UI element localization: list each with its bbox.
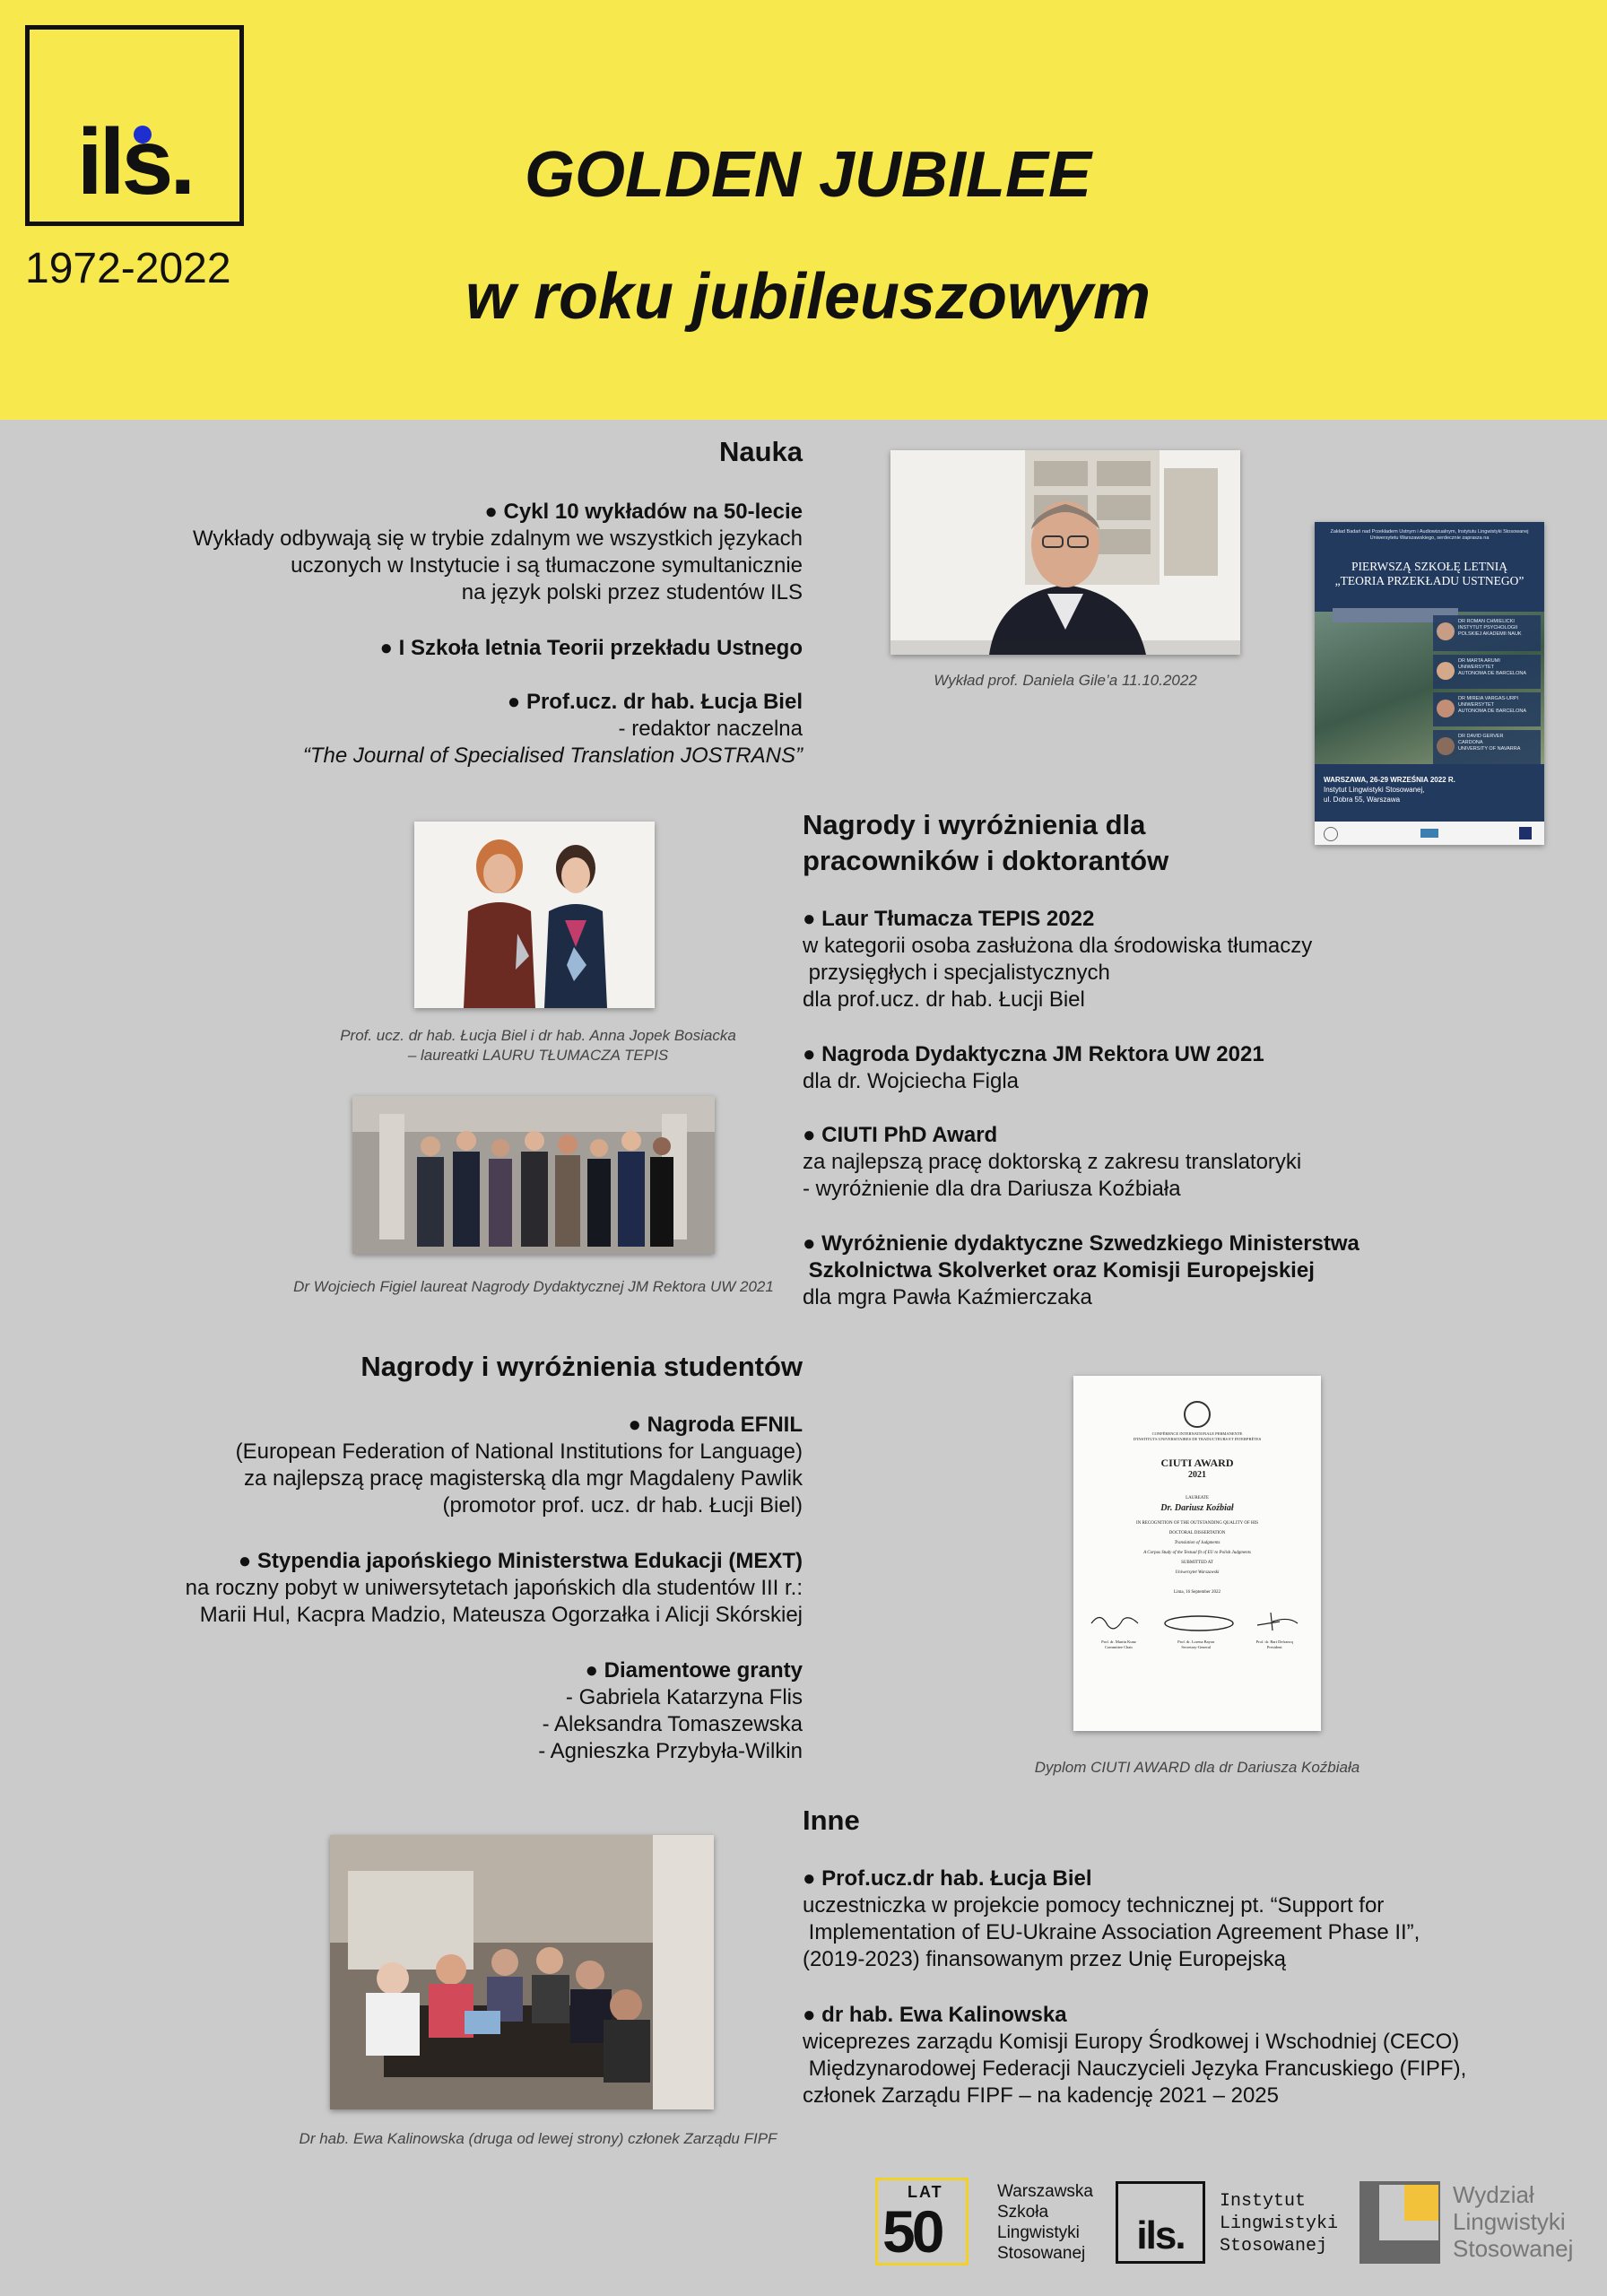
award-item-line: przysięgłych i specjalistycznych: [803, 961, 1110, 985]
poster-header-line: Zakład Badań nad Przekładem Ustnym i Audiowizualnym, Instytutu Lingwistyki Stosowanej: [1330, 529, 1529, 535]
award-item-line: - wyróżnienie dla dra Dariusza Koźbiała: [803, 1177, 1181, 1201]
logo-text-line: Lingwistyki: [1453, 2208, 1566, 2235]
nauka-item-summer-school: [90, 635, 803, 662]
wsl-logo-text: [997, 2181, 1093, 2264]
jubilee-years: 1972-2022: [25, 245, 231, 292]
diploma-body-line: A Corpus Study of the Textual fit of EU to Polish Judgments: [1143, 1551, 1251, 1555]
poster-logo-strip: [1315, 822, 1544, 845]
poster-speaker: [1433, 730, 1541, 764]
award-item-line: w kategorii osoba zasłużona dla środowiska tłumaczy: [803, 934, 1313, 958]
diploma-date: Lima, 16 September 2022: [1174, 1590, 1220, 1595]
speaker-line: DR ROMAN CHMIELICKI: [1458, 619, 1515, 624]
caption-ciuti: Dyplom CIUTI AWARD dla dr Dariusza Koźbiała: [1034, 1759, 1360, 1776]
poster-title-line: „TEORIA PRZEKŁADU USTNEGO”: [1334, 574, 1524, 587]
student-award-granty: [90, 1657, 803, 1765]
signer-role: Committee Chair: [1104, 1645, 1134, 1649]
diploma-year: 2021: [1188, 1470, 1206, 1480]
nauka-item-title: ● I Szkoła letnia Teorii przekładu Ustnego: [90, 635, 803, 662]
diploma-org-line: CONFÉRENCE INTERNATIONALE PERMANENTE: [1151, 1431, 1243, 1436]
award-item-title: Szkolnictwa Skolverket oraz Komisji Europejskiej: [803, 1258, 1315, 1283]
award-item-rektor: [803, 1041, 1520, 1095]
diploma-signers: [1073, 1639, 1321, 1650]
nauka-item-line: “The Journal of Specialised Translation JOSTRANS”: [302, 744, 803, 768]
logo-text-line: Lingwistyki: [997, 2223, 1080, 2242]
photo-kalinowska: [330, 1835, 714, 2109]
diploma-body-line: Translation of Judgments: [1174, 1541, 1220, 1545]
wsl-logo-number: 50: [882, 2198, 942, 2265]
nauka-item-line: Wykłady odbywają się w trybie zdalnym we wszystkich językach: [192, 526, 803, 551]
heading-line: Nagrody i wyróżnienia dla: [803, 809, 1146, 840]
poster-speaker: [1433, 655, 1541, 689]
speaker-line: AUTONOMA DE BARCELONA: [1458, 671, 1526, 676]
inne-item-title: ● dr hab. Ewa Kalinowska: [803, 2002, 1574, 2029]
speaker-line: UNIWERSYTET: [1458, 702, 1495, 708]
section-heading-nagrody-pracownicy: [803, 807, 1305, 879]
logo-text-line: Szkoła: [997, 2203, 1049, 2222]
diploma-body-line: IN RECOGNITION OF THE OUTSTANDING QUALITY OF HIS: [1135, 1521, 1259, 1526]
student-award-line: - Gabriela Katarzyna Flis: [565, 1685, 803, 1709]
ils-small-logo-icon: [1519, 827, 1532, 839]
uw-seal-icon: [1324, 827, 1338, 841]
logo-text-line: Instytut: [1220, 2191, 1307, 2212]
diploma-body: [1073, 1518, 1321, 1578]
student-award-title: ● Diamentowe granty: [90, 1657, 803, 1684]
photo-figiel-image: [352, 1096, 715, 1254]
student-award-efnil: [90, 1412, 803, 1519]
diploma-signatures-image: [1073, 1604, 1321, 1639]
award-item-line: dla dr. Wojciecha Figla: [803, 1069, 1020, 1093]
poster-address-line: Instytut Lingwistyki Stosowanej,: [1324, 786, 1425, 794]
wls-logo-cut: [1379, 2221, 1438, 2240]
photo-gile-lecture: [890, 450, 1240, 655]
student-award-title: ● Nagroda EFNIL: [90, 1412, 803, 1439]
nauka-item-line: uczonych w Instytucie i są tłumaczone symultanicznie: [291, 553, 803, 578]
heading-line: pracowników i doktorantów: [803, 845, 1169, 876]
photo-kalinowska-image: [330, 1835, 714, 2109]
ils-logo-text: [1220, 2190, 1338, 2257]
logo-text-line: Stosowanej: [1453, 2235, 1574, 2262]
signer-role: Secretary-General: [1181, 1645, 1212, 1649]
speaker-line: DR MIREIA VARGAS-URPI: [1458, 696, 1519, 701]
inne-item-biel: [803, 1866, 1556, 1973]
signer-name: Prof. dr. Martin Kunz: [1101, 1639, 1136, 1644]
page-subtitle: w roku jubileuszowym: [465, 261, 1151, 333]
logo-ils: [1116, 2181, 1339, 2267]
student-award-line: za najlepszą pracę magisterską dla mgr Magdaleny Pawlik: [244, 1466, 803, 1491]
speaker-line: CARDONA: [1458, 740, 1483, 745]
diploma-signer: [1177, 1639, 1214, 1650]
student-award-line: - Aleksandra Tomaszewska: [542, 1712, 803, 1736]
award-item-line: dla prof.ucz. dr hab. Łucji Biel: [803, 987, 1085, 1012]
caption-gile: Wykład prof. Daniela Gile’a 11.10.2022: [934, 672, 1197, 689]
poster-summer-school: [1315, 522, 1544, 845]
speaker-line: INSTYTUT PSYCHOLOGII: [1458, 625, 1518, 631]
inne-item-line: (2019-2023) finansowanym przez Unię Europejską: [803, 1947, 1286, 1971]
ciuti-diploma: [1073, 1376, 1321, 1731]
poster-address-line: ul. Dobra 55, Warszawa: [1324, 796, 1401, 804]
poster-speaker: [1433, 615, 1541, 651]
speaker-avatar: [1437, 622, 1455, 640]
signer-role: President: [1266, 1645, 1282, 1649]
speaker-line: DR DAVID GERVER: [1458, 734, 1504, 739]
speaker-line: UNIWERSYTET: [1458, 665, 1495, 670]
student-award-line: Marii Hul, Kacpra Madzio, Mateusza Ogorzałka i Alicji Skórskiej: [199, 1603, 803, 1627]
speaker-line: POLSKIEJ AKADEMII NAUK: [1458, 631, 1522, 637]
inne-item-line: Międzynarodowej Federacji Nauczycieli Języka Francuskiego (FIPF),: [803, 2057, 1467, 2081]
award-item-ciuti: [803, 1122, 1520, 1203]
logo-text: ils.: [76, 110, 193, 214]
photo-gile-image: [890, 450, 1240, 655]
student-award-mext: [90, 1548, 803, 1629]
ciuti-emblem-icon: [1184, 1401, 1211, 1428]
logo-text-line: Stosowanej: [997, 2244, 1086, 2263]
diploma-laureate-label: LAUREATE: [1186, 1496, 1209, 1500]
ils-logo-mark: ils.: [1136, 2213, 1185, 2257]
diploma-body-line: DOCTORAL DISSERTATION: [1168, 1531, 1226, 1535]
section-heading-inne: Inne: [803, 1805, 860, 1836]
caption-line: Prof. ucz. dr hab. Łucja Biel i dr hab. Anna Jopek Bosiacka: [340, 1027, 736, 1044]
diploma-org-line: D'INSTITUTS UNIVERSITAIRES DE TRADUCTEURS ET INTERPRÈTES: [1133, 1437, 1262, 1441]
signer-name: Prof. dr. Bart Defrancq: [1255, 1639, 1293, 1644]
poster-details: [1324, 775, 1455, 804]
poster-title: [1315, 560, 1544, 588]
speaker-avatar: [1437, 737, 1455, 755]
speaker-avatar: [1437, 662, 1455, 680]
inne-item-line: członek Zarządu FIPF – na kadencję 2021 – 2025: [803, 2083, 1279, 2108]
partner-logo-icon: [1420, 829, 1438, 838]
diploma-signer: [1256, 1639, 1293, 1650]
caption-line: – laureatki LAURU TŁUMACZA TEPIS: [407, 1047, 669, 1064]
award-item-title: ● Laur Tłumacza TEPIS 2022: [803, 906, 1520, 933]
nauka-item-lectures: [90, 499, 803, 606]
logo-wls: [1359, 2181, 1593, 2267]
award-item-title: ● Wyróżnienie dydaktyczne Szwedzkiego Ministerstwa: [803, 1231, 1538, 1257]
award-item-skolverket: [803, 1231, 1538, 1311]
wls-logo-accent: [1404, 2185, 1438, 2221]
nauka-item-title: ● Prof.ucz. dr hab. Łucja Biel: [90, 689, 803, 716]
inne-item-line: uczestniczka w projekcie pomocy technicznej pt. “Support for: [803, 1893, 1385, 1918]
inne-item-kalinowska: [803, 2002, 1574, 2109]
caption-kalinowska: Dr hab. Ewa Kalinowska (druga od lewej strony) członek Zarządu FIPF: [299, 2130, 777, 2147]
wls-logo-text: [1453, 2181, 1573, 2262]
diploma-signer: [1101, 1639, 1136, 1650]
speaker-line: AUTONOMA DE BARCELONA: [1458, 709, 1526, 714]
logo-text-line: Wydział: [1453, 2181, 1534, 2208]
section-heading-nagrody-studenci: Nagrody i wyróżnienia studentów: [360, 1351, 803, 1382]
diploma-name: Dr. Dariusz Koźbiał: [1160, 1503, 1234, 1513]
nauka-item-title: ● Cykl 10 wykładów na 50-lecie: [90, 499, 803, 526]
student-award-line: (promotor prof. ucz. dr hab. Łucji Biel): [442, 1493, 803, 1518]
poster-header-line: Uniwersytetu Warszawskiego, serdecznie zaprasza na: [1369, 535, 1490, 541]
poster-date: WARSZAWA, 26-29 WRZEŚNIA 2022 R.: [1324, 776, 1455, 784]
caption-biel: [296, 1026, 780, 1065]
photo-biel-jopek: [414, 822, 655, 1008]
inne-item-title: ● Prof.ucz.dr hab. Łucja Biel: [803, 1866, 1556, 1892]
speaker-line: DR MARTA ARUMI: [1458, 658, 1500, 664]
inne-item-line: Implementation of EU-Ukraine Association Agreement Phase II”,: [803, 1920, 1420, 1944]
nauka-item-line: na język polski przez studentów ILS: [461, 580, 803, 604]
poster-speakers: [1433, 612, 1541, 764]
speaker-avatar: [1437, 700, 1455, 718]
diploma-body-line: Uniwersytet Warszawski: [1175, 1570, 1220, 1575]
poster-title-line: PIERWSZĄ SZKOŁĘ LETNIĄ: [1351, 560, 1507, 573]
logo-text-line: Stosowanej: [1220, 2236, 1328, 2257]
wsl-logo-mark: LAT: [908, 2183, 943, 2201]
nauka-item-line: - redaktor naczelna: [618, 717, 803, 741]
logo-text-line: Lingwistyki: [1220, 2213, 1339, 2234]
award-item-title: ● CIUTI PhD Award: [803, 1122, 1520, 1149]
award-item-line: dla mgra Pawła Kaźmierczaka: [803, 1285, 1092, 1309]
page-title: GOLDEN JUBILEE: [524, 139, 1092, 211]
speaker-line: UNIVERSITY OF NAVARRA: [1458, 746, 1521, 752]
logo-text-line: Warszawska: [997, 2182, 1093, 2201]
student-award-line: - Agnieszka Przybyła-Wilkin: [538, 1739, 803, 1763]
section-heading-nauka: Nauka: [718, 436, 803, 467]
caption-figiel: Dr Wojciech Figiel laureat Nagrody Dydaktycznej JM Rektora UW 2021: [293, 1278, 774, 1295]
photo-figiel-group: [352, 1096, 715, 1254]
nauka-item-biel: [90, 689, 803, 770]
award-item-title: ● Nagroda Dydaktyczna JM Rektora UW 2021: [803, 1041, 1520, 1068]
student-award-line: (European Federation of National Institutions for Language): [235, 1439, 803, 1464]
inne-item-line: wiceprezes zarządu Komisji Europy Środkowej i Wschodniej (CECO): [803, 2030, 1460, 2054]
poster-speaker: [1433, 692, 1541, 726]
diploma-body-line: SUBMITTED AT: [1181, 1561, 1213, 1565]
diploma-org: [1073, 1431, 1321, 1442]
award-item-tepis: [803, 906, 1520, 1013]
signer-name: Prof. dr. Lorena Bayon: [1177, 1639, 1215, 1644]
header-banner: [0, 0, 1607, 420]
logo-wsl: [875, 2178, 1099, 2267]
poster-header: [1315, 522, 1544, 542]
award-item-line: za najlepszą pracę doktorską z zakresu translatoryki: [803, 1150, 1302, 1174]
student-award-line: na roczny pobyt w uniwersytetach japońskich dla studentów III r.:: [185, 1576, 803, 1600]
student-award-title: ● Stypendia japońskiego Ministerstwa Edukacji (MEXT): [90, 1548, 803, 1575]
photo-biel-image: [414, 822, 655, 1008]
diploma-award: CIUTI AWARD: [1160, 1457, 1234, 1469]
